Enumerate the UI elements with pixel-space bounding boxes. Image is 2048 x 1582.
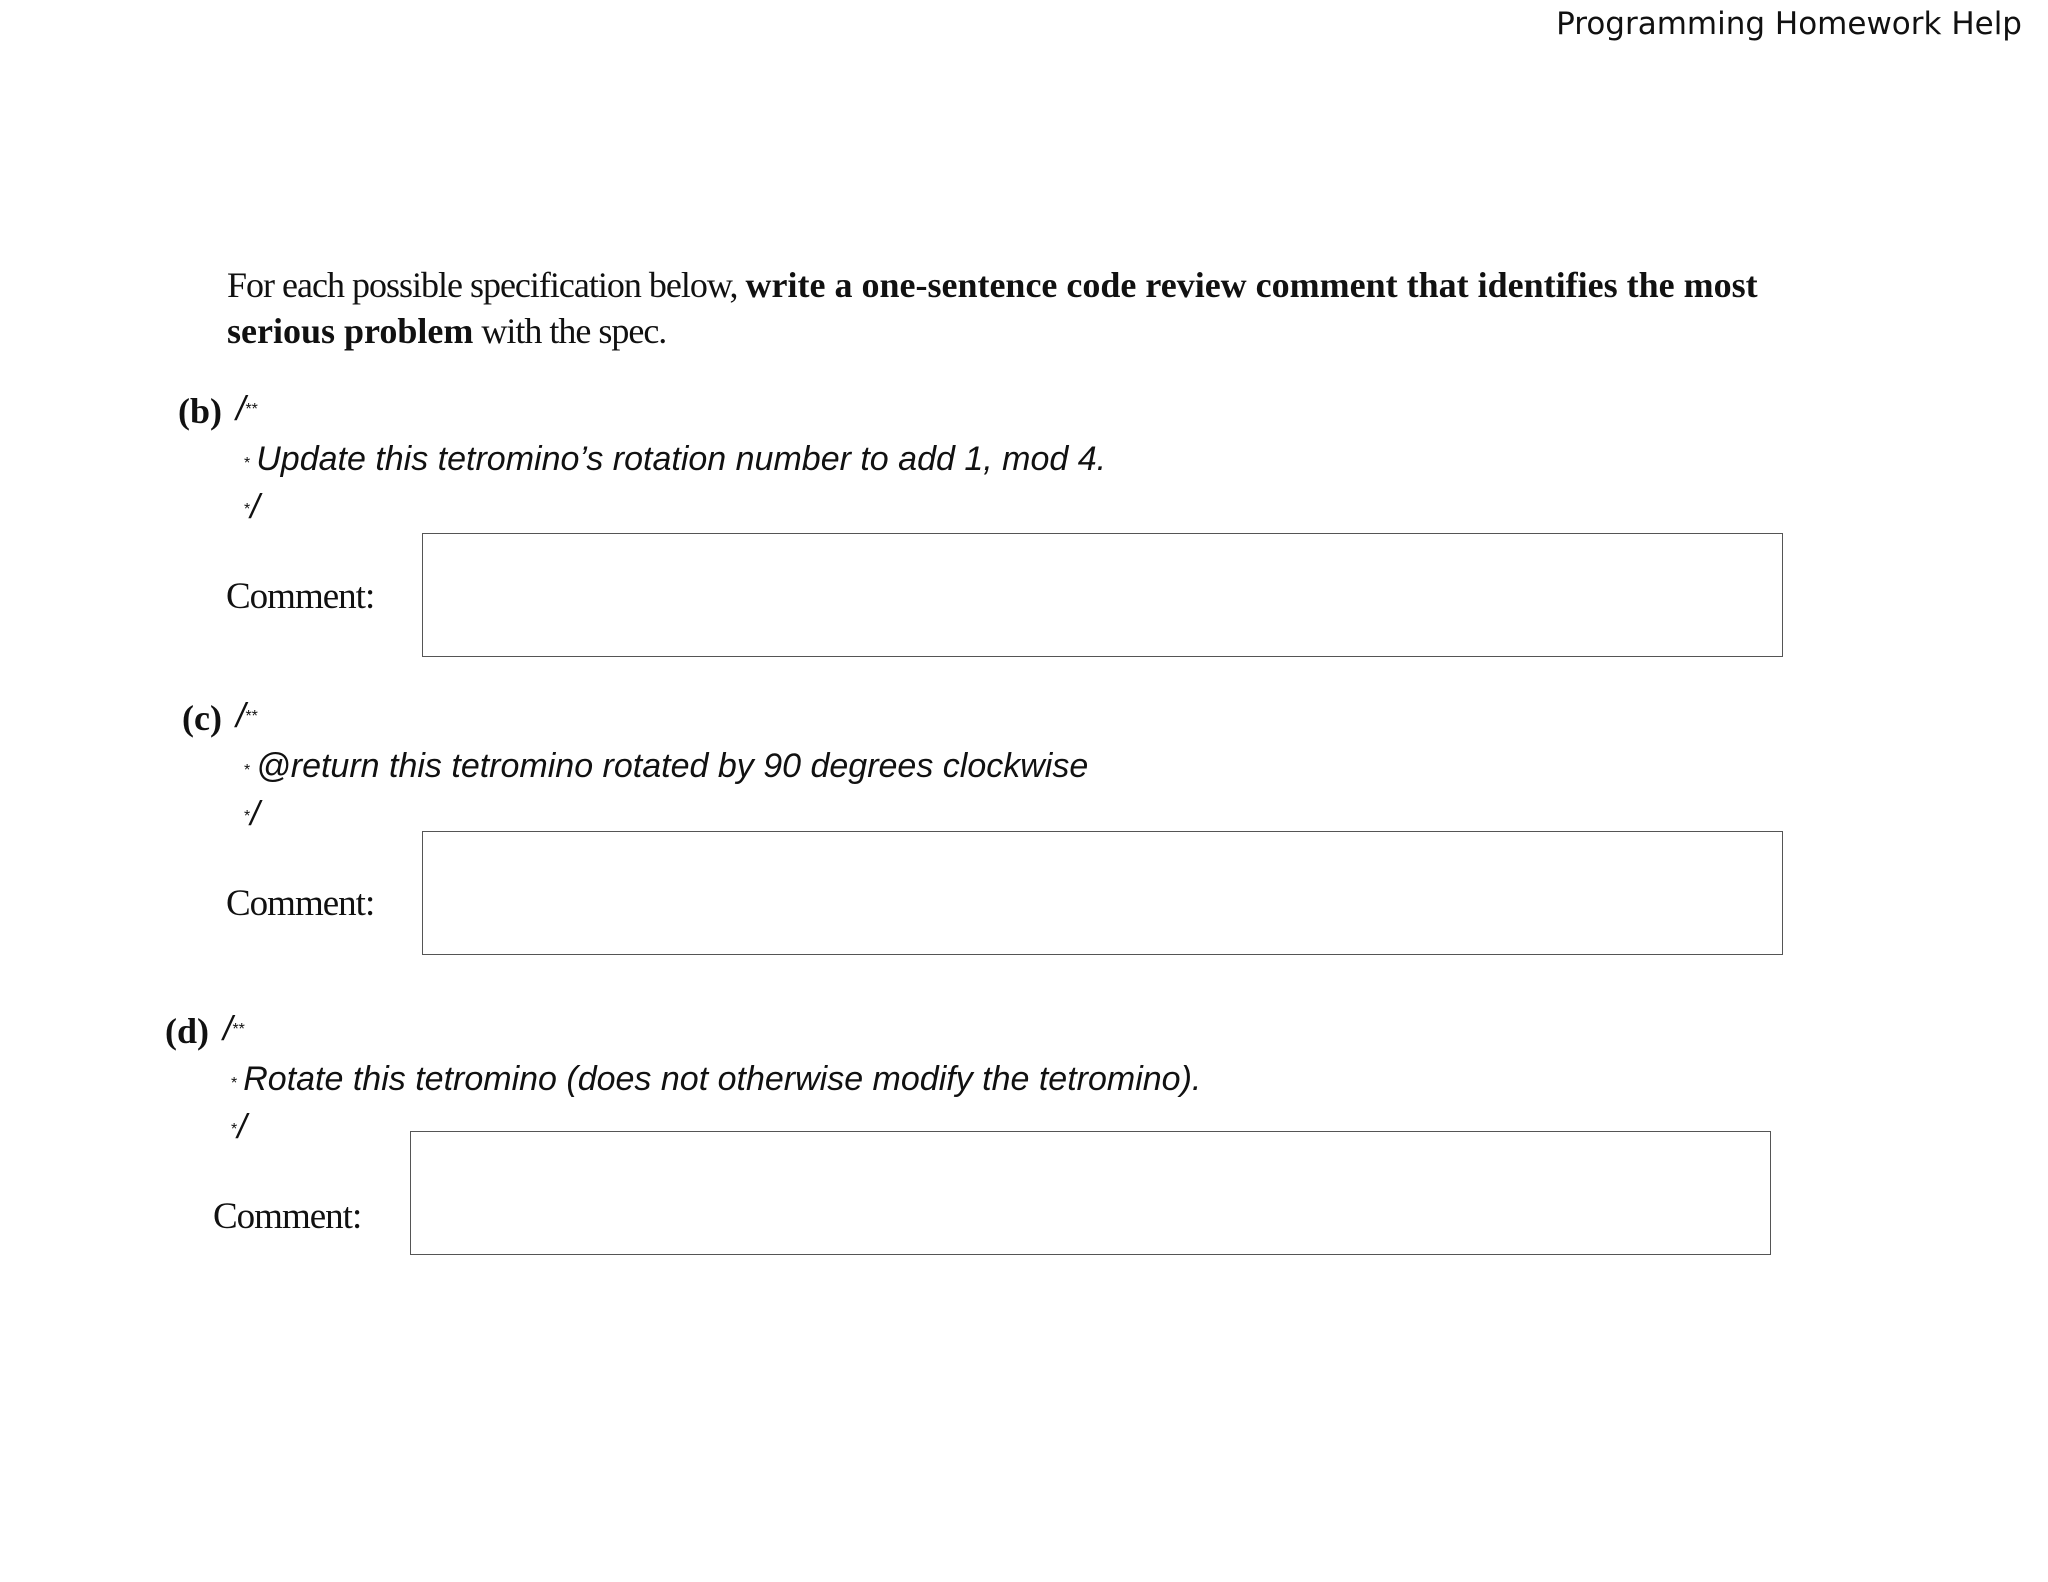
comment-label: Comment: xyxy=(213,1196,362,1237)
instructions-text-end: with the spec. xyxy=(473,311,667,351)
comment-label: Comment: xyxy=(226,883,375,924)
doc-star: * xyxy=(244,455,251,472)
doc-text: Rotate this tetromino (does not otherwise modify the tetromino). xyxy=(243,1060,1202,1098)
question-label: (d) xyxy=(165,1011,209,1051)
doc-text: Update this tetromino’s rotation number to add 1, mod 4. xyxy=(256,440,1107,478)
doc-open-stars: ** xyxy=(232,1021,245,1038)
doc-line xyxy=(244,440,1106,479)
instructions-text-start: For each possible specification below, xyxy=(227,265,746,305)
header-brand: Programming Homework Help xyxy=(1556,6,2022,42)
comment-input-d[interactable] xyxy=(410,1131,1771,1255)
instructions-bold: write a one-sentence code review comment that identifies the most serious problem xyxy=(227,265,1758,351)
doc-open: /** xyxy=(223,1010,245,1048)
doc-close: */ xyxy=(231,1108,247,1146)
comment-input-b[interactable] xyxy=(422,533,1783,657)
doc-open: /** xyxy=(236,697,258,735)
doc-line xyxy=(231,1060,1201,1099)
comment-label: Comment: xyxy=(226,576,375,617)
doc-line xyxy=(244,747,1088,786)
question-label: (c) xyxy=(182,698,222,738)
doc-text: @return this tetromino rotated by 90 degrees clockwise xyxy=(256,747,1089,785)
doc-open: /** xyxy=(236,390,258,428)
doc-star: * xyxy=(244,762,251,779)
comment-input-c[interactable] xyxy=(422,831,1783,955)
question-label: (b) xyxy=(178,391,222,431)
doc-open-stars: ** xyxy=(245,708,258,725)
doc-star: * xyxy=(231,1075,238,1092)
doc-close: */ xyxy=(244,795,260,833)
doc-close: */ xyxy=(244,488,260,526)
doc-open-stars: ** xyxy=(245,401,258,418)
instructions xyxy=(227,262,1847,354)
